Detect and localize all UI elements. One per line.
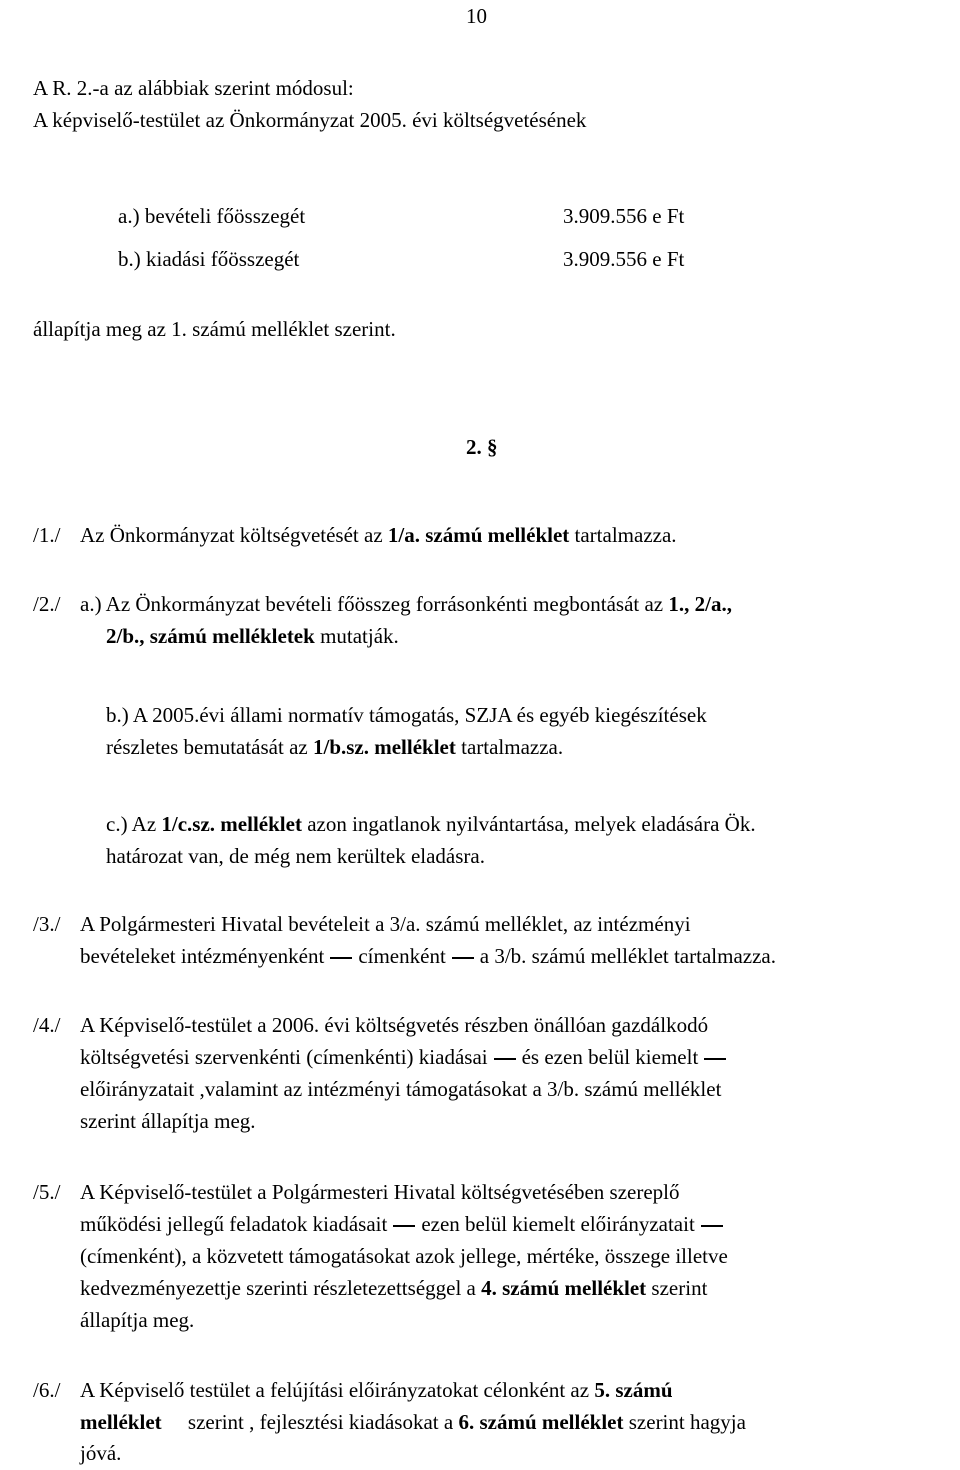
dash-glyph	[494, 1058, 516, 1060]
paragraph-6-annex-ref-1: 5. számú	[594, 1378, 673, 1402]
paragraph-2a-text-a: a.) Az Önkormányzat bevételi főösszeg forrásonkénti megbontását az	[80, 592, 669, 616]
paragraph-2a-text-b: mutatják.	[314, 624, 399, 648]
paragraph-2c-line-2: határozat van, de még nem kerültek eladásra.	[106, 844, 485, 868]
section-heading	[466, 431, 498, 463]
paragraph-5-line-5: állapítja meg.	[80, 1308, 195, 1332]
paragraph-3-text-b: címenként	[358, 944, 446, 968]
paragraph-6-text-a: A Képviselő testület a felújítási előirányzatokat célonként az	[80, 1378, 595, 1402]
paragraph-1-number: /1./	[33, 523, 61, 547]
section-sign-icon: §	[487, 435, 498, 459]
paragraph-3-text-a: bevételeket intézményenként	[80, 944, 325, 968]
paragraph-4-number: /4./	[33, 1013, 61, 1037]
paragraph-2b-line-2	[106, 731, 563, 763]
paragraph-3-line-2	[80, 940, 776, 972]
paragraph-5-text-b: ezen belül kiemelt előirányzatait	[421, 1212, 695, 1236]
paragraph-5-text-d: szerint	[646, 1276, 708, 1300]
dash-glyph	[704, 1058, 726, 1060]
dash-glyph	[452, 957, 474, 959]
paragraph-2b-text-a: részletes bemutatását az	[106, 735, 313, 759]
paragraph-5-line-2	[80, 1208, 729, 1240]
paragraph-2a-annex-ref-2: 2/b., számú mellékletek	[106, 624, 315, 648]
paragraph-6-text-b: szerint , fejlesztési kiadásokat a	[161, 1410, 459, 1434]
total-revenue-value: 3.909.556 e Ft	[563, 204, 685, 228]
paragraph-2a-annex-ref: 1., 2/a.,	[668, 592, 732, 616]
paragraph-6-number: /6./	[33, 1378, 61, 1402]
intro-line-1: A R. 2.-a az alábbiak szerint módosul:	[33, 76, 354, 100]
paragraph-2a-line-1	[80, 588, 732, 620]
paragraph-5-line-4	[80, 1272, 707, 1304]
paragraph-3-number: /3./	[33, 912, 61, 936]
total-revenue-label: a.) bevételi főösszegét	[118, 204, 306, 228]
paragraph-2c-line-1	[106, 808, 756, 840]
dash-glyph	[701, 1225, 723, 1227]
section-heading-number: 2.	[466, 435, 482, 459]
dash-glyph	[330, 957, 352, 959]
paragraph-5-line-3: (címenként), a közvetett támogatásokat azok jellege, mértéke, összege illetve	[80, 1244, 728, 1268]
paragraph-6-line-3: jóvá.	[80, 1441, 122, 1465]
paragraph-5-annex-ref: 4. számú melléklet	[481, 1276, 647, 1300]
paragraph-4-text-b: és ezen belül kiemelt	[521, 1045, 699, 1069]
paragraph-1-text-a: Az Önkormányzat költségvetését az	[80, 523, 388, 547]
paragraph-4-text-a: költségvetési szervenkénti (címenkénti) kiadásai	[80, 1045, 488, 1069]
paragraph-2b-text-b: tartalmazza.	[455, 735, 564, 759]
paragraph-4-line-3: előirányzatait ,valamint az intézményi támogatásokat a 3/b. számú melléklet	[80, 1077, 722, 1101]
intro-closing: állapítja meg az 1. számú melléklet szerint.	[33, 317, 396, 341]
page-number: 10	[466, 4, 487, 28]
paragraph-1-annex-ref: 1/a. számú melléklet	[387, 523, 570, 547]
paragraph-5-line-1: A Képviselő-testület a Polgármesteri Hivatal költségvetésében szereplő	[80, 1180, 680, 1204]
paragraph-2c-text-a: c.) Az	[106, 812, 162, 836]
paragraph-5-text-c: kedvezményezettje szerinti részletezettséggel a	[80, 1276, 482, 1300]
paragraph-2-number: /2./	[33, 592, 61, 616]
paragraph-6-line-2	[80, 1406, 746, 1438]
dash-glyph	[393, 1225, 415, 1227]
paragraph-6-annex-ref-2: 6. számú melléklet	[458, 1410, 624, 1434]
paragraph-1-text-b: tartalmazza.	[569, 523, 677, 547]
paragraph-1-text	[80, 519, 677, 551]
total-expense-value: 3.909.556 e Ft	[563, 247, 685, 271]
paragraph-3-line-1: A Polgármesteri Hivatal bevételeit a 3/a. számú melléklet, az intézményi	[80, 912, 691, 936]
intro-line-2: A képviselő-testület az Önkormányzat 2005. évi költségvetésének	[33, 108, 587, 132]
paragraph-2b-line-1: b.) A 2005.évi állami normatív támogatás, SZJA és egyéb kiegészítések	[106, 703, 707, 727]
paragraph-4-line-4: szerint állapítja meg.	[80, 1109, 256, 1133]
paragraph-2c-text-b: azon ingatlanok nyilvántartása, melyek eladására Ök.	[301, 812, 756, 836]
total-expense-label: b.) kiadási főösszegét	[118, 247, 300, 271]
paragraph-3-text-c: a 3/b. számú melléklet tartalmazza.	[479, 944, 776, 968]
paragraph-4-line-2	[80, 1041, 732, 1073]
paragraph-6-line-1	[80, 1374, 673, 1406]
paragraph-2b-annex-ref: 1/b.sz. melléklet	[312, 735, 456, 759]
paragraph-6-text-c: szerint hagyja	[623, 1410, 746, 1434]
paragraph-6-annex-ref-1b: melléklet	[80, 1410, 162, 1434]
paragraph-4-line-1: A Képviselő-testület a 2006. évi költségvetés részben önállóan gazdálkodó	[80, 1013, 709, 1037]
paragraph-2c-annex-ref: 1/c.sz. melléklet	[161, 812, 302, 836]
paragraph-5-number: /5./	[33, 1180, 61, 1204]
paragraph-5-text-a: működési jellegű feladatok kiadásait	[80, 1212, 388, 1236]
paragraph-2a-line-2	[106, 620, 399, 652]
